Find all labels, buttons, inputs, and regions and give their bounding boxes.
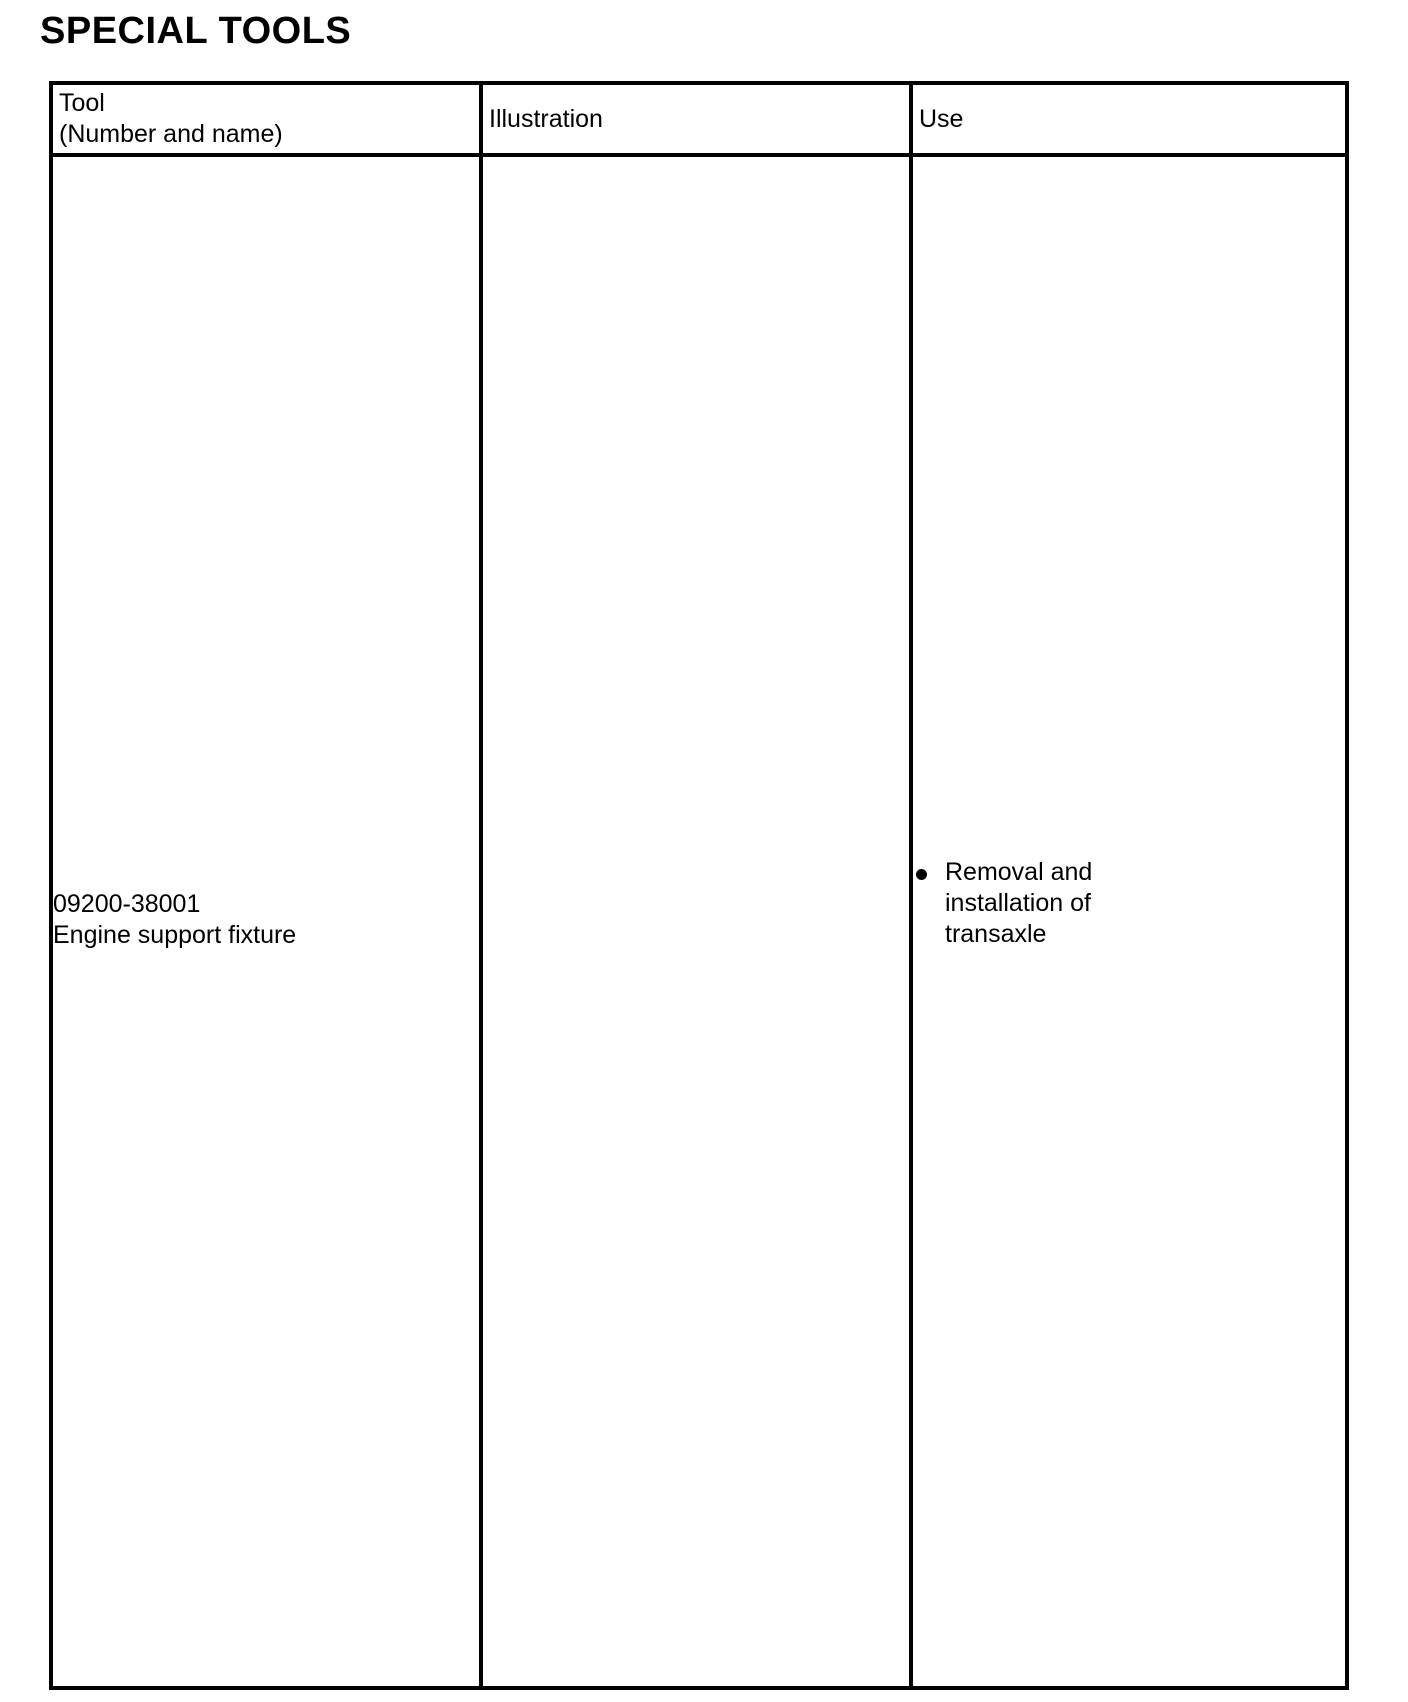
use-line: Removal and — [945, 858, 1093, 886]
tool-cell — [51, 155, 481, 1688]
bullet-icon — [916, 869, 927, 880]
illustration-cell — [481, 155, 911, 1688]
table-header-row — [51, 83, 1347, 155]
use-cell — [911, 155, 1347, 1688]
header-illustration: Illustration — [481, 83, 911, 155]
table-row — [51, 155, 1347, 1688]
header-tool-line1: Tool — [59, 89, 105, 117]
use-line: transaxle — [945, 920, 1047, 948]
tool-info — [53, 889, 479, 951]
header-tool-line2: (Number and name) — [59, 120, 283, 148]
use-line: installation of — [945, 889, 1091, 917]
page-title: SPECIAL TOOLS — [40, 10, 352, 52]
use-list-item — [913, 857, 1145, 950]
tool-number: 09200-38001 — [53, 889, 201, 918]
special-tools-table — [49, 81, 1349, 1690]
header-tool — [51, 83, 481, 155]
header-use: Use — [911, 83, 1347, 155]
use-list — [913, 857, 1345, 950]
tool-name: Engine support fixture — [53, 920, 297, 949]
